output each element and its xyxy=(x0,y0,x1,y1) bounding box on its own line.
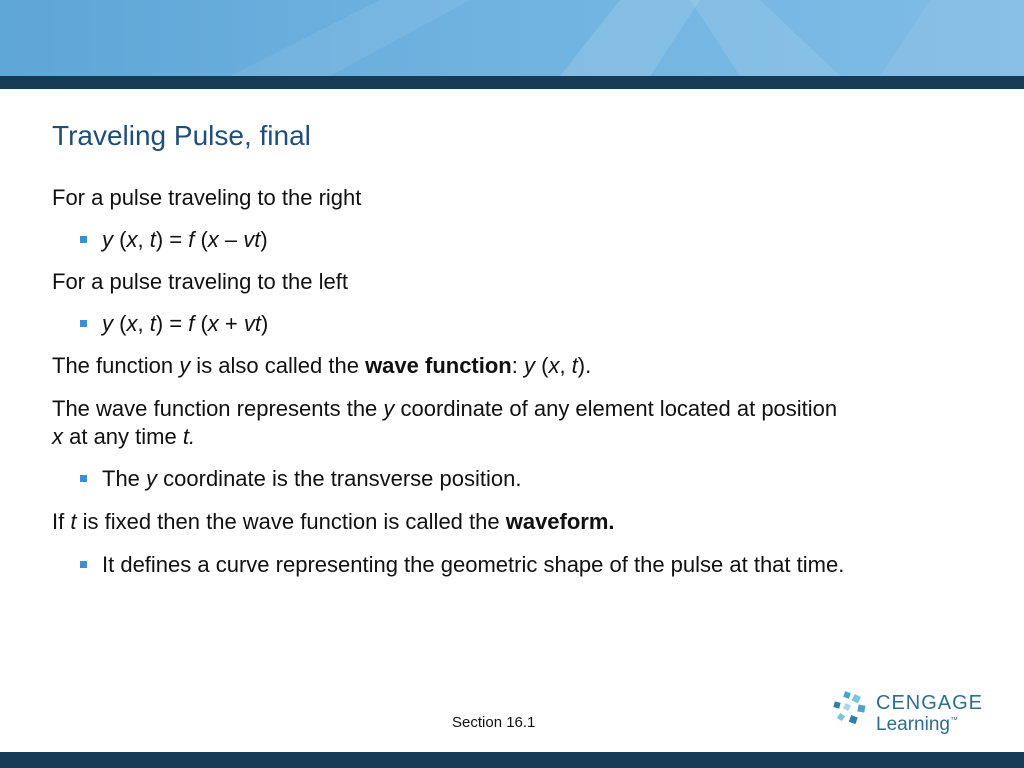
header-rule xyxy=(0,76,1024,89)
cengage-logo-icon xyxy=(830,690,870,730)
slide-body xyxy=(52,184,982,579)
cengage-wordmark: CENGAGE xyxy=(876,692,984,714)
paragraph-wave-function-meaning: The wave function represents the y coordinate of any element located at position x at any time t. xyxy=(52,396,838,449)
cengage-logo xyxy=(830,690,990,738)
banner-decoration xyxy=(0,0,1024,76)
bullet-transverse-position: The y coordinate is the transverse position. xyxy=(52,465,982,493)
bullet-left-equation: y (x, t) = f (x + vt) xyxy=(52,310,982,338)
section-footer: Section 16.1 xyxy=(452,714,536,731)
bullet-right-equation: y (x, t) = f (x – vt) xyxy=(52,226,982,254)
bullet-icon xyxy=(80,475,87,482)
bullet-waveform-curve: It defines a curve representing the geometric shape of the pulse at that time. xyxy=(52,551,982,579)
bullet-icon xyxy=(80,320,87,327)
bullet-icon xyxy=(80,561,87,568)
paragraph-wave-function: The function y is also called the wave function: y (x, t). xyxy=(52,353,592,378)
paragraph-right-pulse: For a pulse traveling to the right xyxy=(52,185,362,210)
learning-wordmark: Learning™ xyxy=(876,714,958,735)
bullet-icon xyxy=(80,236,87,243)
slide-title: Traveling Pulse, final xyxy=(52,120,311,151)
header-banner xyxy=(0,0,1024,76)
paragraph-left-pulse: For a pulse traveling to the left xyxy=(52,269,348,294)
paragraph-waveform: If t is fixed then the wave function is called the waveform. xyxy=(52,509,615,534)
footer-rule xyxy=(0,752,1024,768)
